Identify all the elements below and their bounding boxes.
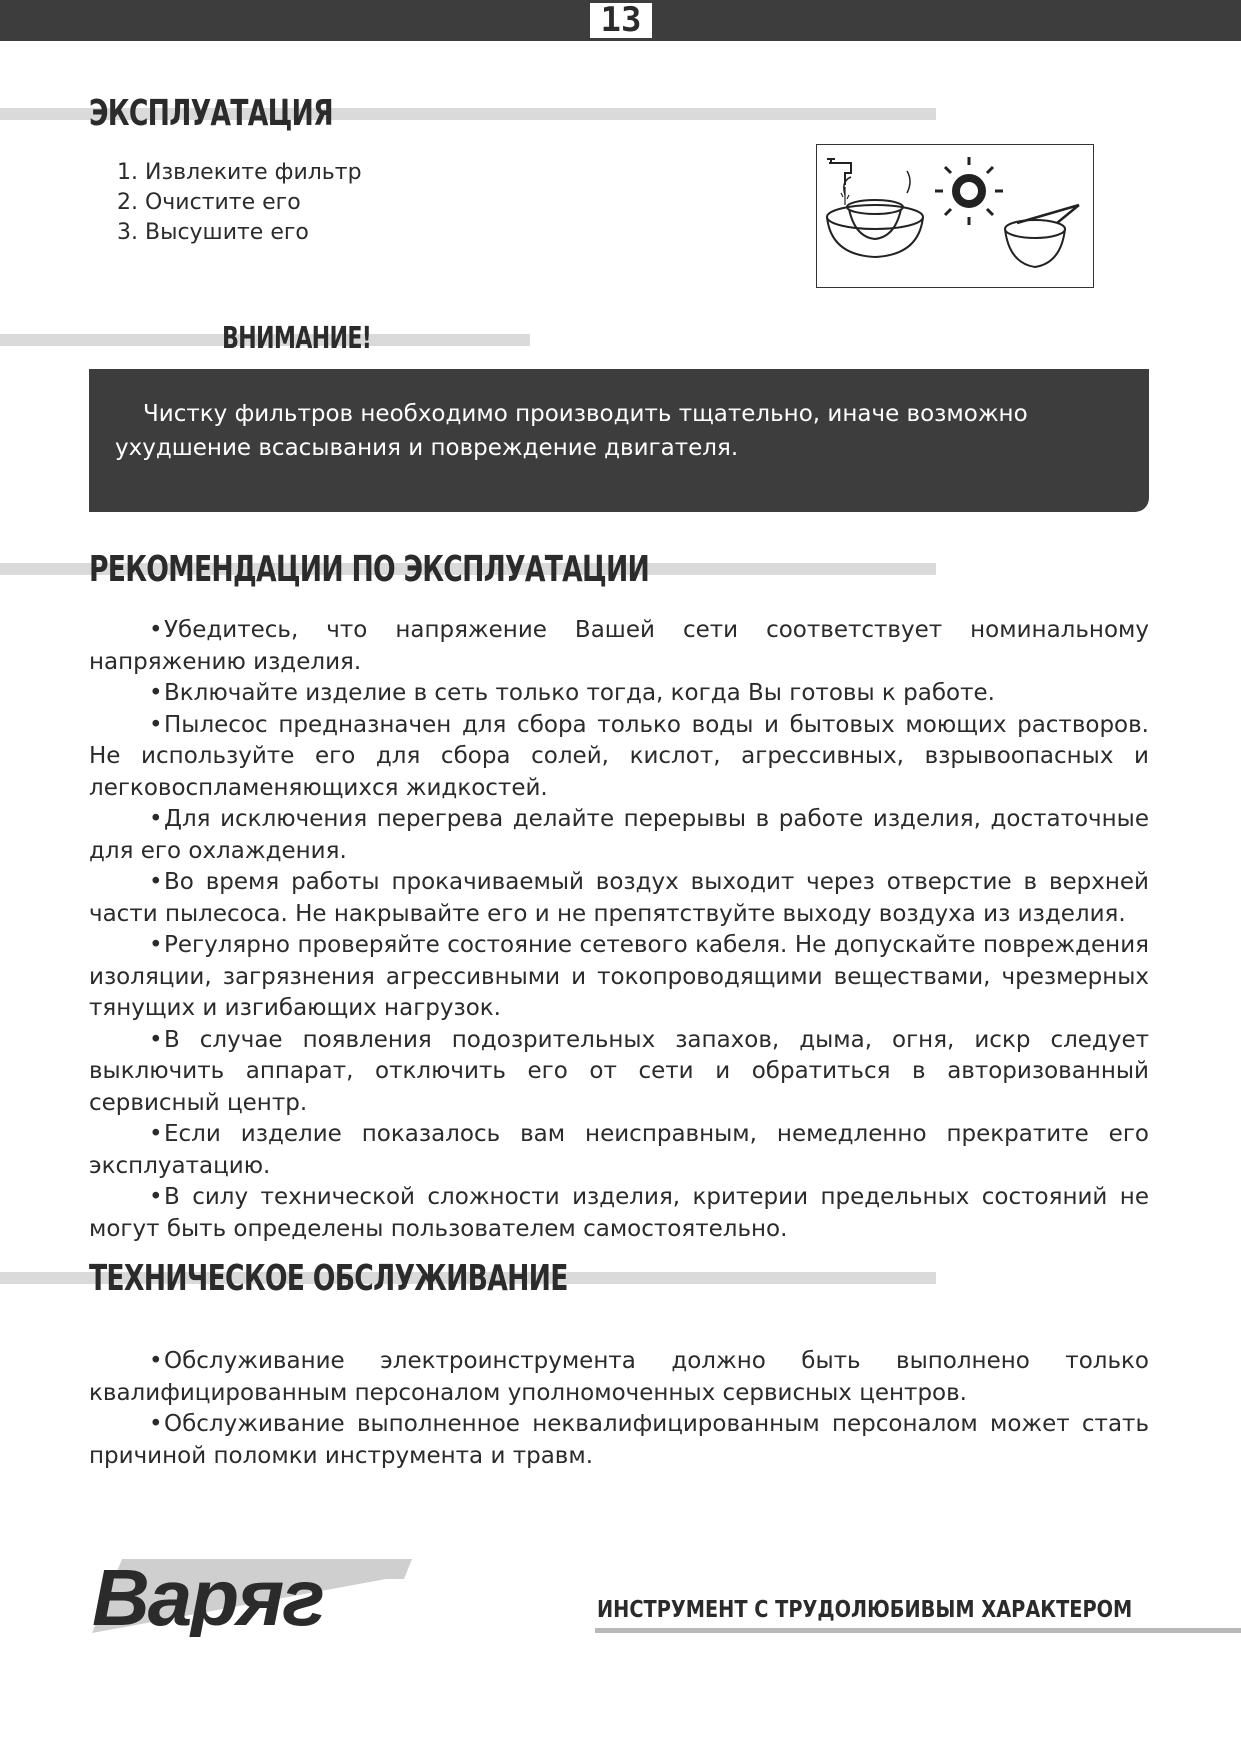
brand-logo (86, 1555, 416, 1637)
page-number: 13 (585, 3, 657, 38)
list-item: •В случае появления подозрительных запахов, дыма, огня, искр следует выключить аппарат, отключить его от сети и обратиться в авторизованный сервисный центр. (89, 1026, 1149, 1116)
recommendations-list (89, 615, 1149, 1245)
list-item: •Убедитесь, что напряжение Вашей сети соответствует номинальному напряжению изделия. (89, 617, 1149, 675)
list-item: •Обслуживание электроинструмента должно быть выполнено только квалифицированным персоналом уполномоченных сервисных центров. (89, 1348, 1149, 1406)
section-title-recommendations: РЕКОМЕНДАЦИИ ПО ЭКСПЛУАТАЦИИ (89, 549, 650, 590)
filter-cleaning-illustration (816, 144, 1094, 288)
list-item: •Обслуживание выполненное неквалифицированным персоналом может стать причиной поломки инструмента и травм. (89, 1411, 1149, 1469)
section-title-maintenance: ТЕХНИЧЕСКОЕ ОБСЛУЖИВАНИЕ (89, 1258, 568, 1299)
warning-title: ВНИМАНИЕ! (222, 321, 372, 356)
list-item: •Во время работы прокачиваемый воздух выходит через отверстие в верхней части пылесоса. Не накрывайте его и не препятствуйте выходу воздуха из изделия. (89, 869, 1149, 927)
list-item: •Если изделие показалось вам неисправным, немедленно прекратите его эксплуатацию. (89, 1121, 1149, 1179)
list-item: •Для исключения перегрева делайте перерывы в работе изделия, достаточные для его охлаждения. (89, 806, 1149, 864)
warning-box (89, 369, 1149, 512)
step-item: 1. Извлеките фильтр (117, 160, 362, 185)
list-item: •В силу технической сложности изделия, критерии предельных состояний не могут быть определены пользователем самостоятельно. (89, 1184, 1149, 1242)
steps-list (117, 158, 362, 248)
footer-line (595, 1628, 1241, 1633)
step-item: 2. Очистите его (117, 190, 301, 215)
top-bar (0, 0, 1241, 41)
maintenance-list (89, 1346, 1149, 1472)
list-item: •Пылесос предназначен для сбора только воды и бытовых моющих растворов. Не используйте его для сбора солей, кислот, агрессивных, взрывоопасных и легковоспламеняющихся жидкостей. (89, 711, 1149, 801)
footer-slogan: ИНСТРУМЕНТ С ТРУДОЛЮБИВЫМ ХАРАКТЕРОМ (597, 1597, 1133, 1623)
list-item: •Регулярно проверяйте состояние сетевого кабеля. Не допускайте повреждения изоляции, загрязнения агрессивными и токопроводящими веществами, чрезмерных тянущих и изгибающих нагрузок. (89, 932, 1149, 1021)
warning-text: Чистку фильтров необходимо производить тщательно, иначе возможно ухудшение всасывания и повреждение двигателя. (115, 401, 1028, 461)
list-item: •Включайте изделие в сеть только тогда, когда Вы готовы к работе. (149, 680, 995, 706)
section-title-operation: ЭКСПЛУАТАЦИЯ (89, 93, 333, 134)
step-item: 3. Высушите его (117, 220, 309, 245)
svg-text:Варяг: Варяг (92, 1555, 323, 1637)
